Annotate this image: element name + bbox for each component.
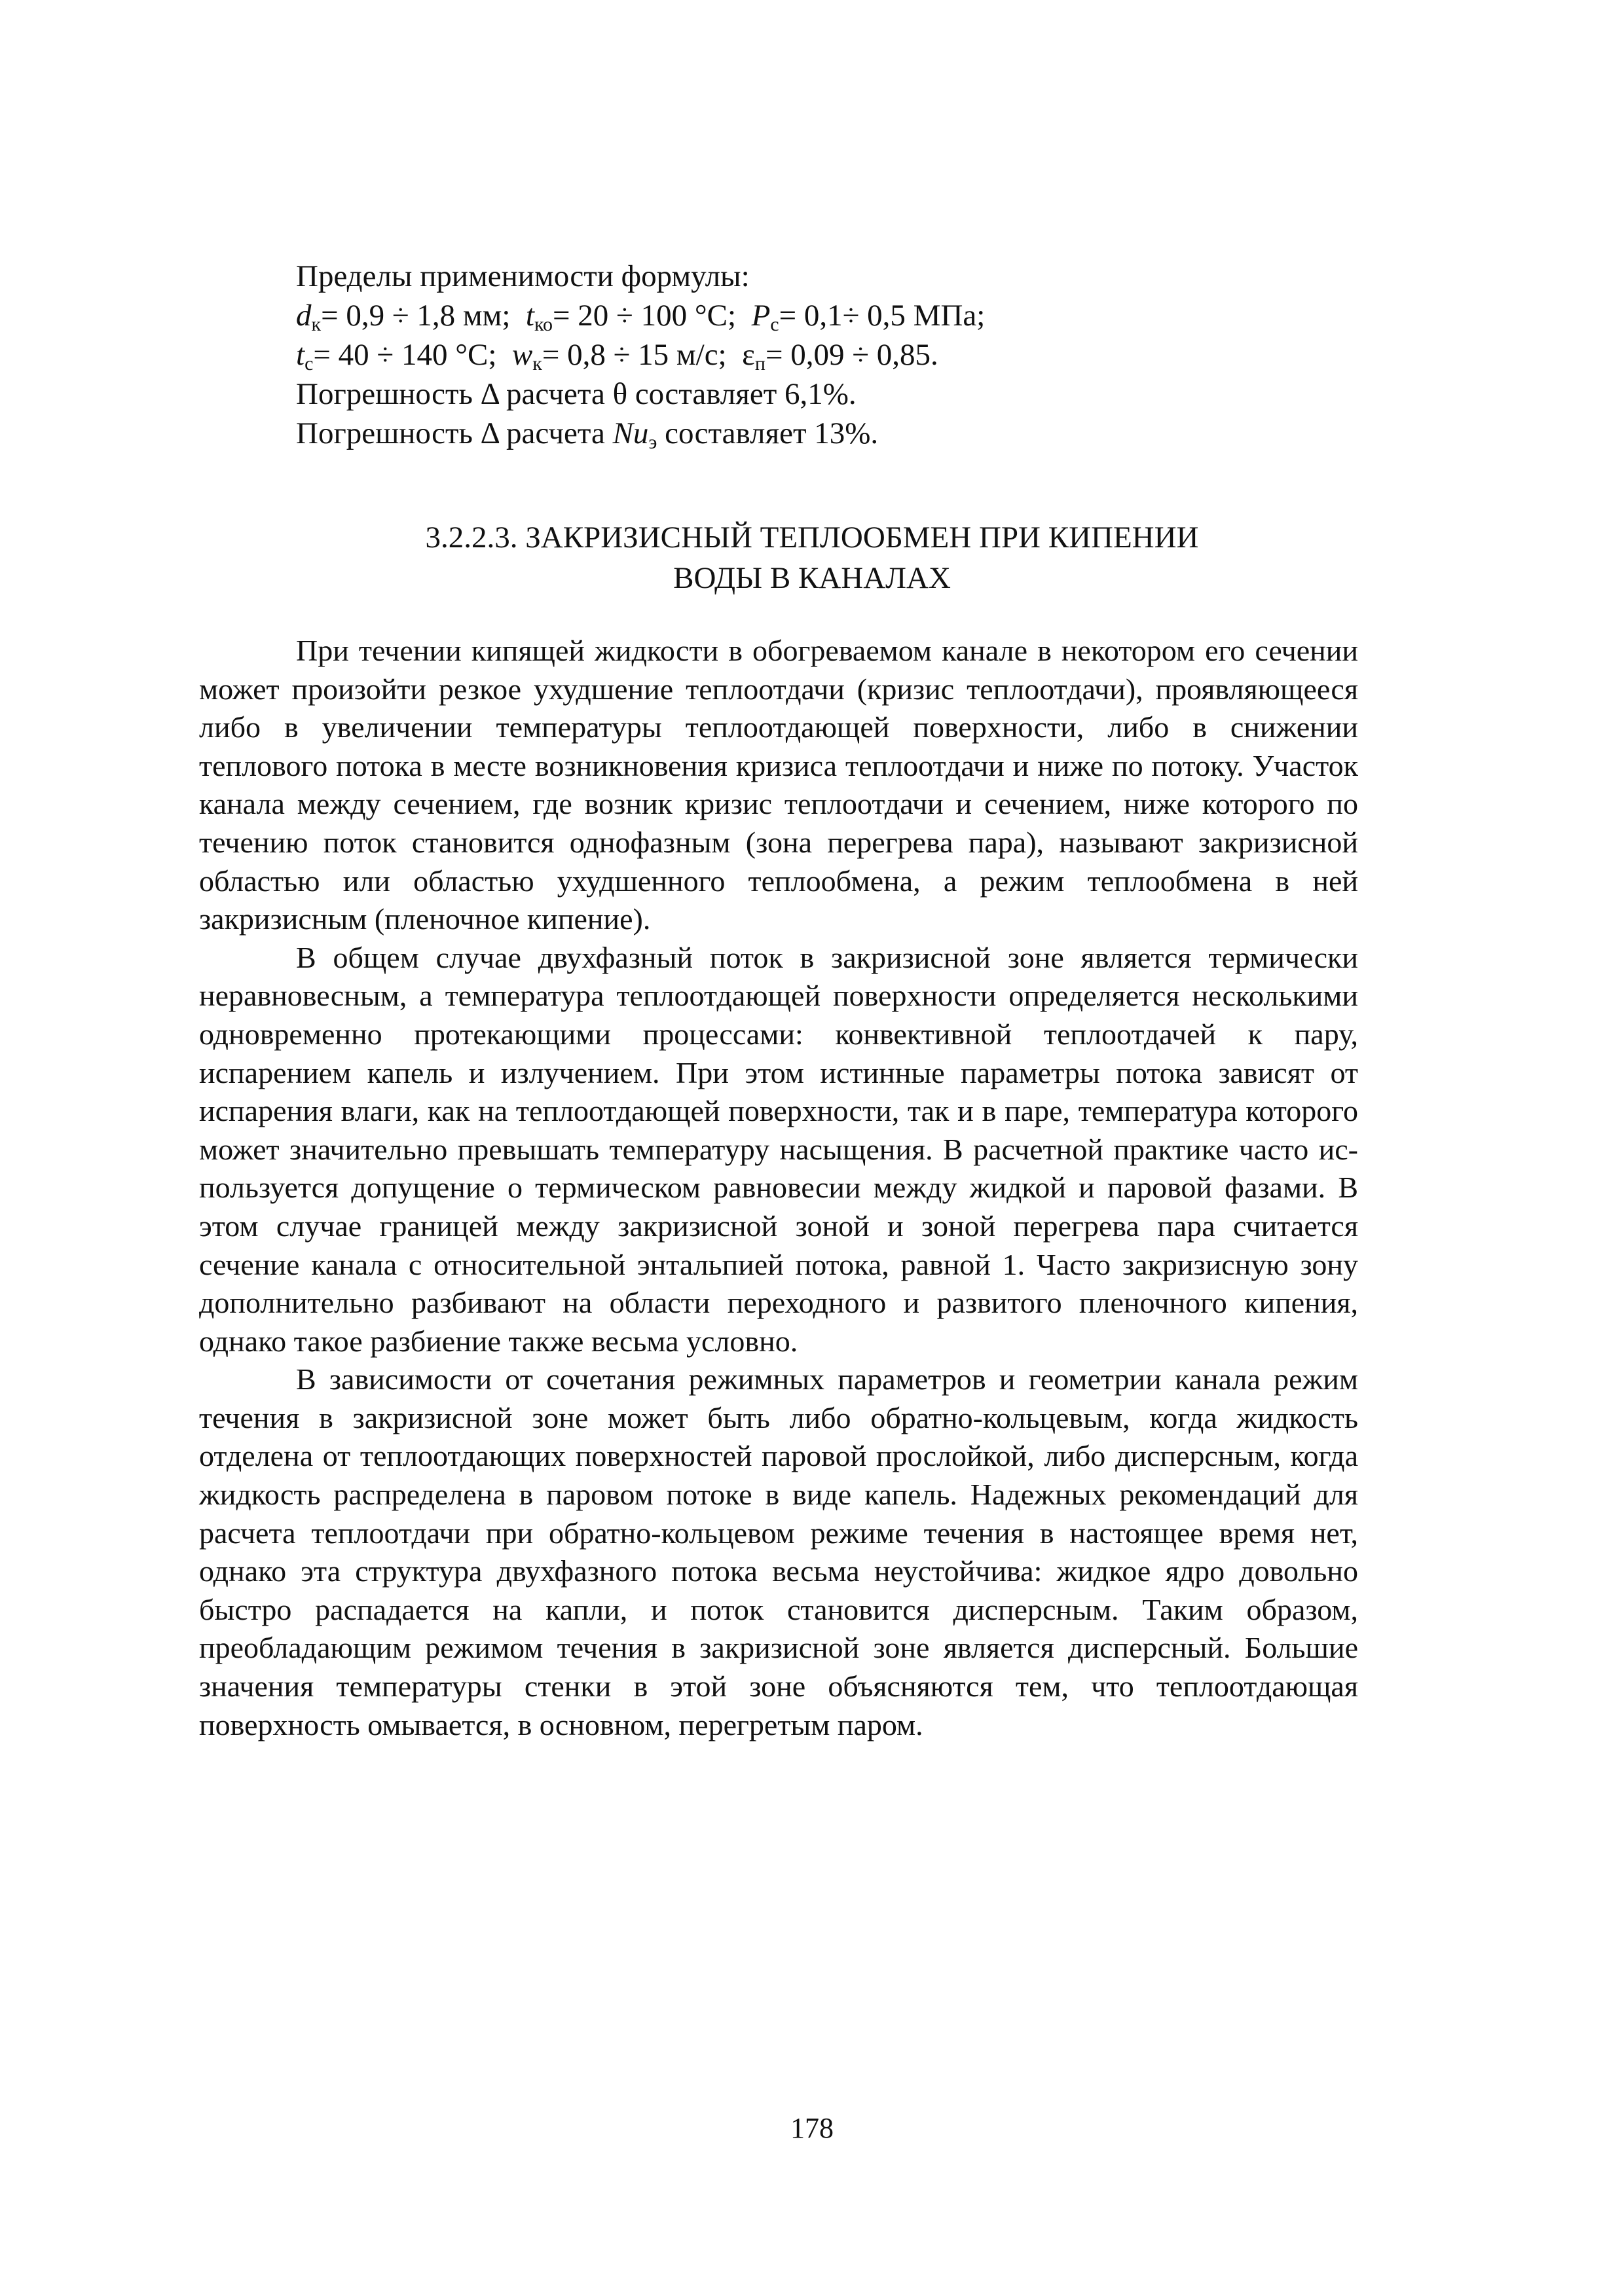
tc-range: = 40 ÷ 140 °C; <box>313 338 497 372</box>
section-heading-line-1: 3.2.2.3. ЗАКРИЗИСНЫЙ ТЕПЛООБМЕН ПРИ КИПЕНИИ <box>425 520 1199 555</box>
formula-limits-line-1 <box>296 296 1442 335</box>
error-nu-suffix: составляет 13%. <box>657 416 879 450</box>
dk-range: = 0,9 ÷ 1,8 мм; <box>321 299 511 333</box>
tko-subscript: ко <box>534 314 553 335</box>
error-theta-line: Погрешность Δ расчета θ составляет 6,1%. <box>296 377 857 411</box>
formula-limits-title: Пределы применимости формулы: <box>296 259 750 293</box>
error-nu-line <box>296 414 1442 453</box>
formula-limits-block <box>296 257 1442 453</box>
wk-symbol: w <box>511 338 533 372</box>
tko-symbol: t <box>525 299 534 333</box>
paragraph-3: В зависимости от сочетания режимных параметров и геометрии канала режим течения в закризисной зоне может быть либо обратно-кольцевым, когда жидкость отделена от теплоотдающих поверхностей паровой прослойкой, либо дисперсным, когда жидкость распределена в паровом потоке в виде капель. Надежных рекомендаций для расчета теплоотдачи при обратно-кольцевом режиме течения в настоящее время нет, однако эта структура двухфазного потока весьма неустойчива: жидкое ядро довольно быстро распадается на капли, и поток становится дисперсным. Таким образом, преобладающим режимом течения в закризисной зоне является дисперсный. Большие значения температуры стенки в этой зоне объясняются тем, что теплоотдающая поверхность омывается, в основном, перегретым паром. <box>199 1362 1358 1741</box>
dk-symbol: d <box>296 299 312 333</box>
ep-symbol: ε <box>742 338 755 372</box>
pc-symbol: P <box>751 299 771 333</box>
paragraph-2: В общем случае двухфазный поток в закризисной зоне является термически неравновесным, а температура теплоотдающей поверхности определяется несколькими одновременно протекающими процессами: конвективной теплоотдачей к пару, испарением капель и излучением. При этом истинные параметры потока зависят от испарения влаги, как на теплоотдающей поверхности, так и в паре, температура которого может значительно превышать температуру насыщения. В расчетной практике часто используется допущение о термическом равновесии между жидкой и паровой фазами. В этом случае границей между закризисной зоной и зоной перегрева пара считается сечение канала с относительной энтальпией потока, равной 1. Часто закризисную зону дополнительно разбивают на области переходного и развитого пленочного кипения, однако такое разбиение также весьма условно. <box>199 940 1358 1358</box>
pc-range: = 0,1÷ 0,5 МПа; <box>779 299 986 333</box>
pc-subscript: c <box>770 314 779 335</box>
tko-range: = 20 ÷ 100 °C; <box>553 299 737 333</box>
body-text <box>199 632 1358 1744</box>
page-number: 178 <box>790 2112 834 2144</box>
tc-symbol: t <box>296 338 305 372</box>
tc-subscript: c <box>304 353 314 374</box>
error-nu-prefix: Погрешность Δ расчета <box>296 416 613 450</box>
ep-subscript: п <box>754 353 766 374</box>
formula-limits-line-2 <box>296 335 1442 374</box>
wk-subscript: к <box>532 353 542 374</box>
nu-symbol: Nu <box>612 416 649 450</box>
dk-subscript: к <box>311 314 322 335</box>
ep-range: = 0,09 ÷ 0,85. <box>765 338 938 372</box>
wk-range: = 0,8 ÷ 15 м/с; <box>542 338 727 372</box>
nu-subscript: э <box>648 431 657 453</box>
section-heading <box>196 517 1428 598</box>
paragraph-1: При течении кипящей жидкости в обогреваемом канале в некотором его сечении может произойти резкое ухудшение теплоотдачи (кризис теплоотдачи), проявляющееся либо в увеличении температуры теплоотдающей поверхности, либо в снижении теплового потока в месте возникновения кризиса теплоотдачи и ниже по потоку. Участок канала между сечением, где возник кризис теплоотдачи и сечением, ниже которого по течению поток становится однофазным (зона перегрева пара), называют закризисной областью или областью ухудшенного теплообмена, а режим теплообмена в ней закризисным (пленочное кипение). <box>199 634 1358 936</box>
section-heading-line-2: ВОДЫ В КАНАЛАХ <box>673 561 951 595</box>
